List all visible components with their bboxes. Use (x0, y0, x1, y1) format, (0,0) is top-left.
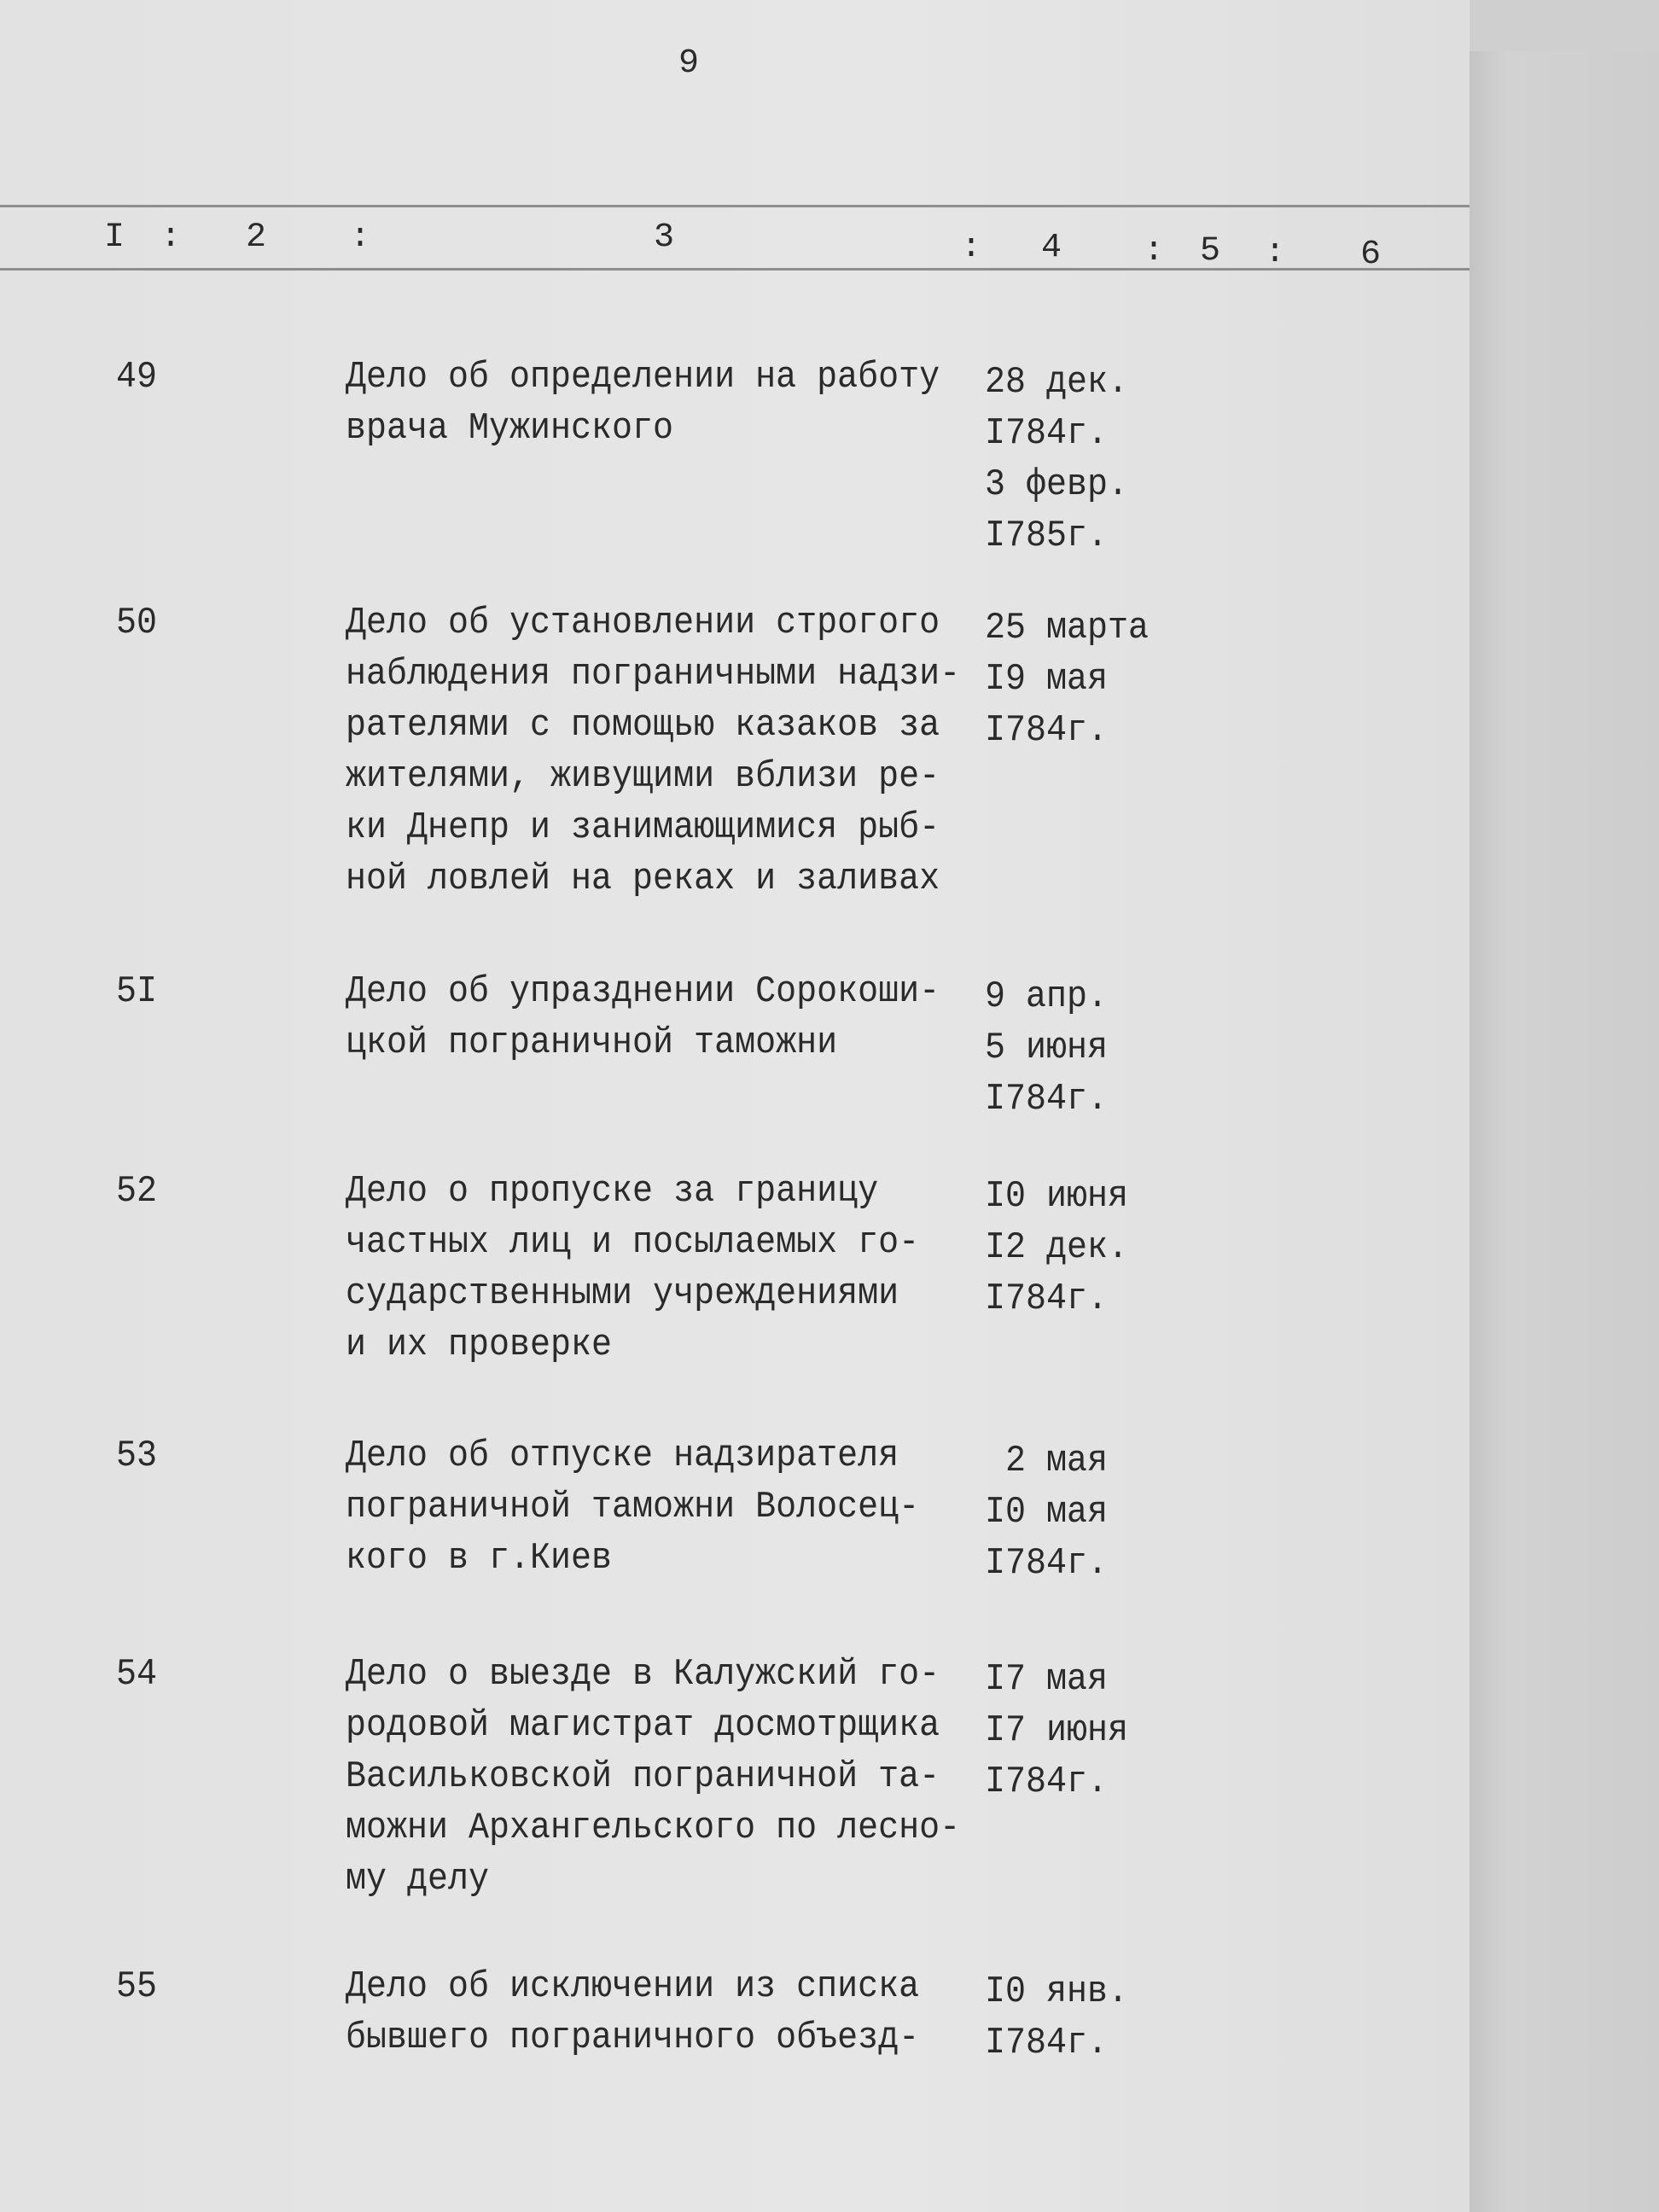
entry-title-line: родовой магистрат досмотрщика (346, 1704, 940, 1748)
entry-title-line: ной ловлей на реках и заливах (346, 858, 940, 901)
column-separator: : (350, 218, 371, 257)
entry-title-line: Дело о пропуске за границу (346, 1170, 879, 1214)
entry-title-line: бывшего пограничного объезд- (346, 2017, 920, 2060)
entry-number: 53 (116, 1435, 158, 1478)
entry-date-line: I784г. (985, 1761, 1109, 1804)
entry-number: 55 (116, 1965, 158, 2009)
column-separator: : (160, 218, 182, 257)
entry-title-line: наблюдения пограничными надзи- (346, 653, 961, 696)
entry-title-line: Дело об определении на работу (346, 356, 940, 399)
entry-title-line: цкой пограничной таможни (346, 1022, 838, 1065)
entry-date-line: 25 марта (985, 607, 1150, 650)
column-separator: : (1265, 234, 1286, 272)
entry-date-line: I784г. (985, 2022, 1109, 2065)
entry-date-line: I0 июня (985, 1175, 1129, 1219)
entry-title-line: врача Мужинского (346, 407, 674, 451)
entry-title-line: сударственными учреждениями (346, 1272, 899, 1316)
entry-date-line: I7 мая (985, 1658, 1109, 1702)
entry-date-line: I0 янв. (985, 1970, 1129, 2014)
column-header-1: I (104, 218, 125, 257)
entry-title-line: ки Днепр и занимающимися рыб- (346, 806, 940, 850)
column-separator: : (961, 229, 982, 267)
entry-number: 50 (116, 602, 158, 645)
column-header-2: 2 (246, 218, 267, 257)
entry-date-line: 5 июня (985, 1027, 1109, 1070)
column-separator: : (1144, 232, 1165, 271)
entry-title-line: частных лиц и посылаемых го- (346, 1221, 920, 1265)
entry-date-line: I7 июня (985, 1709, 1129, 1753)
entry-number: 54 (116, 1653, 158, 1697)
entry-date-line: I784г. (985, 1078, 1109, 1121)
entry-title-line: жителями, живущими вблизи ре- (346, 755, 940, 799)
entry-date-line: 28 дек. (985, 361, 1129, 405)
entry-title-line: кого в г.Киев (346, 1537, 613, 1580)
entry-title-line: и их проверке (346, 1324, 613, 1367)
entry-title-line: пограничной таможни Волосец- (346, 1486, 920, 1529)
page-number: 9 (678, 44, 700, 83)
entry-title-line: Дело об установлении строгого (346, 602, 940, 645)
entry-number: 49 (116, 356, 158, 399)
entry-date-line: 9 апр. (985, 975, 1109, 1019)
entry-date-line: I784г. (985, 1542, 1109, 1586)
entry-title-line: можни Архангельского по лесно- (346, 1807, 961, 1850)
entry-date-line: I9 мая (985, 658, 1109, 701)
entry-title-line: Васильковской пограничной та- (346, 1755, 940, 1799)
entry-title-line: рателями с помощью казаков за (346, 704, 940, 748)
entry-number: 52 (116, 1170, 158, 1214)
entry-date-line: 3 февр. (985, 463, 1129, 507)
underlying-page-edge (1470, 51, 1659, 2212)
entry-title-line: му делу (346, 1858, 490, 1901)
entry-title-line: Дело о выезде в Калужский го- (346, 1653, 940, 1697)
entry-date-line: I2 дек. (985, 1226, 1129, 1270)
header-bottom-rule (0, 268, 1470, 271)
column-header-4: 4 (1041, 229, 1062, 267)
column-header-6: 6 (1360, 236, 1382, 274)
entry-title-line: Дело об исключении из списка (346, 1965, 920, 2009)
entry-number: 5I (116, 970, 158, 1014)
entry-date-line: 2 мая (985, 1440, 1109, 1483)
column-header-5: 5 (1200, 232, 1221, 271)
entry-date-line: I784г. (985, 412, 1109, 456)
entry-title-line: Дело об отпуске надзирателя (346, 1435, 899, 1478)
entry-title-line: Дело об упразднении Сорокоши- (346, 970, 940, 1014)
entry-date-line: I785г. (985, 515, 1109, 558)
entry-date-line: I784г. (985, 1278, 1109, 1321)
entry-date-line: I0 мая (985, 1491, 1109, 1534)
header-top-rule (0, 205, 1470, 207)
entry-date-line: I784г. (985, 709, 1109, 753)
column-header-3: 3 (654, 218, 675, 257)
